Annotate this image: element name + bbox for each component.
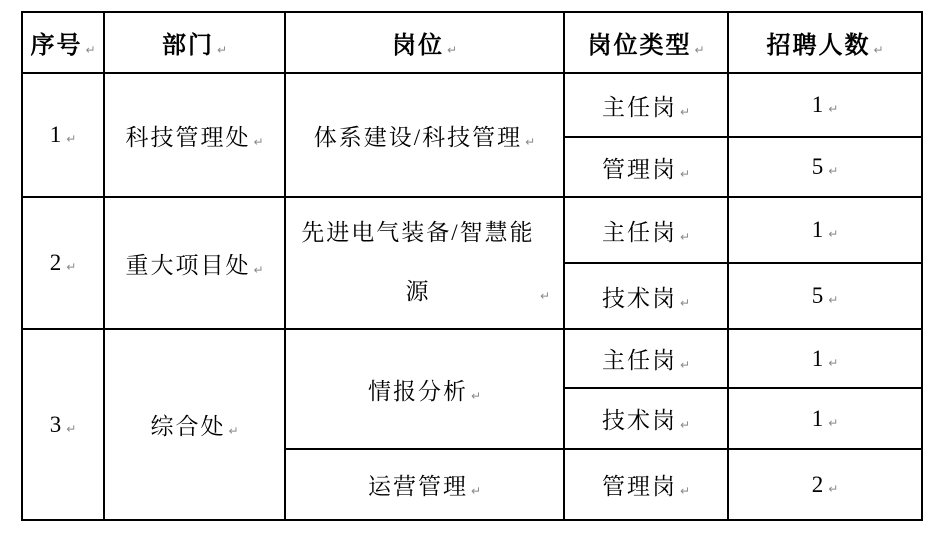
cell-type: 技术岗 ↵ xyxy=(564,388,728,449)
header-position-type: 岗位类型 ↵ xyxy=(564,12,728,73)
cell-no-3: 3 ↵ xyxy=(22,329,104,520)
paragraph-mark-icon: ↵ xyxy=(66,132,77,146)
table-row xyxy=(22,73,922,137)
paragraph-mark-icon: ↵ xyxy=(66,260,77,274)
paragraph-mark-icon: ↵ xyxy=(525,134,536,149)
cell-count: 1 ↵ xyxy=(728,197,922,263)
cell-count: 1 ↵ xyxy=(728,73,922,137)
header-headcount: 招聘人数 ↵ xyxy=(728,12,922,73)
cell-type: 主任岗 ↵ xyxy=(564,197,728,263)
cell-job-3-1: 情报分析 ↵ xyxy=(285,329,564,449)
table-header-row xyxy=(22,12,922,73)
paragraph-mark-icon: ↵ xyxy=(828,293,839,307)
cell-department-1: 科技管理处 ↵ xyxy=(104,73,285,197)
cell-job-3-2: 运营管理 ↵ xyxy=(285,449,564,520)
header-department: 部门 ↵ xyxy=(104,12,285,73)
paragraph-mark-icon: ↵ xyxy=(828,164,839,178)
paragraph-mark-icon: ↵ xyxy=(85,43,96,57)
paragraph-mark-icon: ↵ xyxy=(679,104,691,119)
cell-department-3: 综合处 ↵ xyxy=(104,329,285,520)
cell-count: 2 ↵ xyxy=(728,449,922,520)
cell-job-2-1: 先进电气装备/智慧能源 ↵ xyxy=(285,197,564,329)
paragraph-mark-icon: ↵ xyxy=(679,418,691,432)
header-position: 岗位 ↵ xyxy=(285,12,564,73)
paragraph-mark-icon: ↵ xyxy=(679,358,691,372)
paragraph-mark-icon: ↵ xyxy=(828,355,839,370)
cell-no-2: 2 ↵ xyxy=(22,197,104,329)
paragraph-mark-icon: ↵ xyxy=(679,295,691,310)
paragraph-mark-icon: ↵ xyxy=(828,481,839,496)
cell-type: 管理岗 ↵ xyxy=(564,137,728,197)
cell-type: 主任岗 ↵ xyxy=(564,73,728,137)
paragraph-mark-icon: ↵ xyxy=(228,424,239,438)
cell-type: 管理岗 ↵ xyxy=(564,449,728,520)
paragraph-mark-icon: ↵ xyxy=(679,484,691,498)
cell-type: 主任岗 ↵ xyxy=(564,329,728,388)
paragraph-mark-icon: ↵ xyxy=(446,43,458,57)
paragraph-mark-icon: ↵ xyxy=(828,227,839,241)
table-row xyxy=(22,197,922,263)
paragraph-mark-icon: ↵ xyxy=(679,229,691,244)
paragraph-mark-icon: ↵ xyxy=(470,388,482,403)
header-no: 序号 ↵ xyxy=(22,12,104,73)
cell-no-1: 1 ↵ xyxy=(22,73,104,197)
cell-count: 5 ↵ xyxy=(728,263,922,329)
paragraph-mark-icon: ↵ xyxy=(66,421,77,436)
paragraph-mark-icon: ↵ xyxy=(470,484,482,498)
cell-department-2: 重大项目处 ↵ xyxy=(104,197,285,329)
table-row xyxy=(22,329,922,388)
cell-type: 技术岗 ↵ xyxy=(564,263,728,329)
paragraph-mark-icon: ↵ xyxy=(828,415,839,430)
paragraph-mark-icon: ↵ xyxy=(253,134,264,149)
cell-job-1-1: 体系建设/科技管理 ↵ xyxy=(285,73,564,197)
paragraph-mark-icon: ↵ xyxy=(873,43,884,57)
paragraph-mark-icon: ↵ xyxy=(539,289,551,303)
paragraph-mark-icon: ↵ xyxy=(253,262,264,277)
cell-count: 1 ↵ xyxy=(728,388,922,449)
paragraph-mark-icon: ↵ xyxy=(828,102,839,116)
paragraph-mark-icon: ↵ xyxy=(694,43,705,57)
cell-count: 1 ↵ xyxy=(728,329,922,388)
recruitment-table xyxy=(21,11,923,521)
cell-count: 5 ↵ xyxy=(728,137,922,197)
paragraph-mark-icon: ↵ xyxy=(216,43,228,57)
paragraph-mark-icon: ↵ xyxy=(679,166,691,181)
